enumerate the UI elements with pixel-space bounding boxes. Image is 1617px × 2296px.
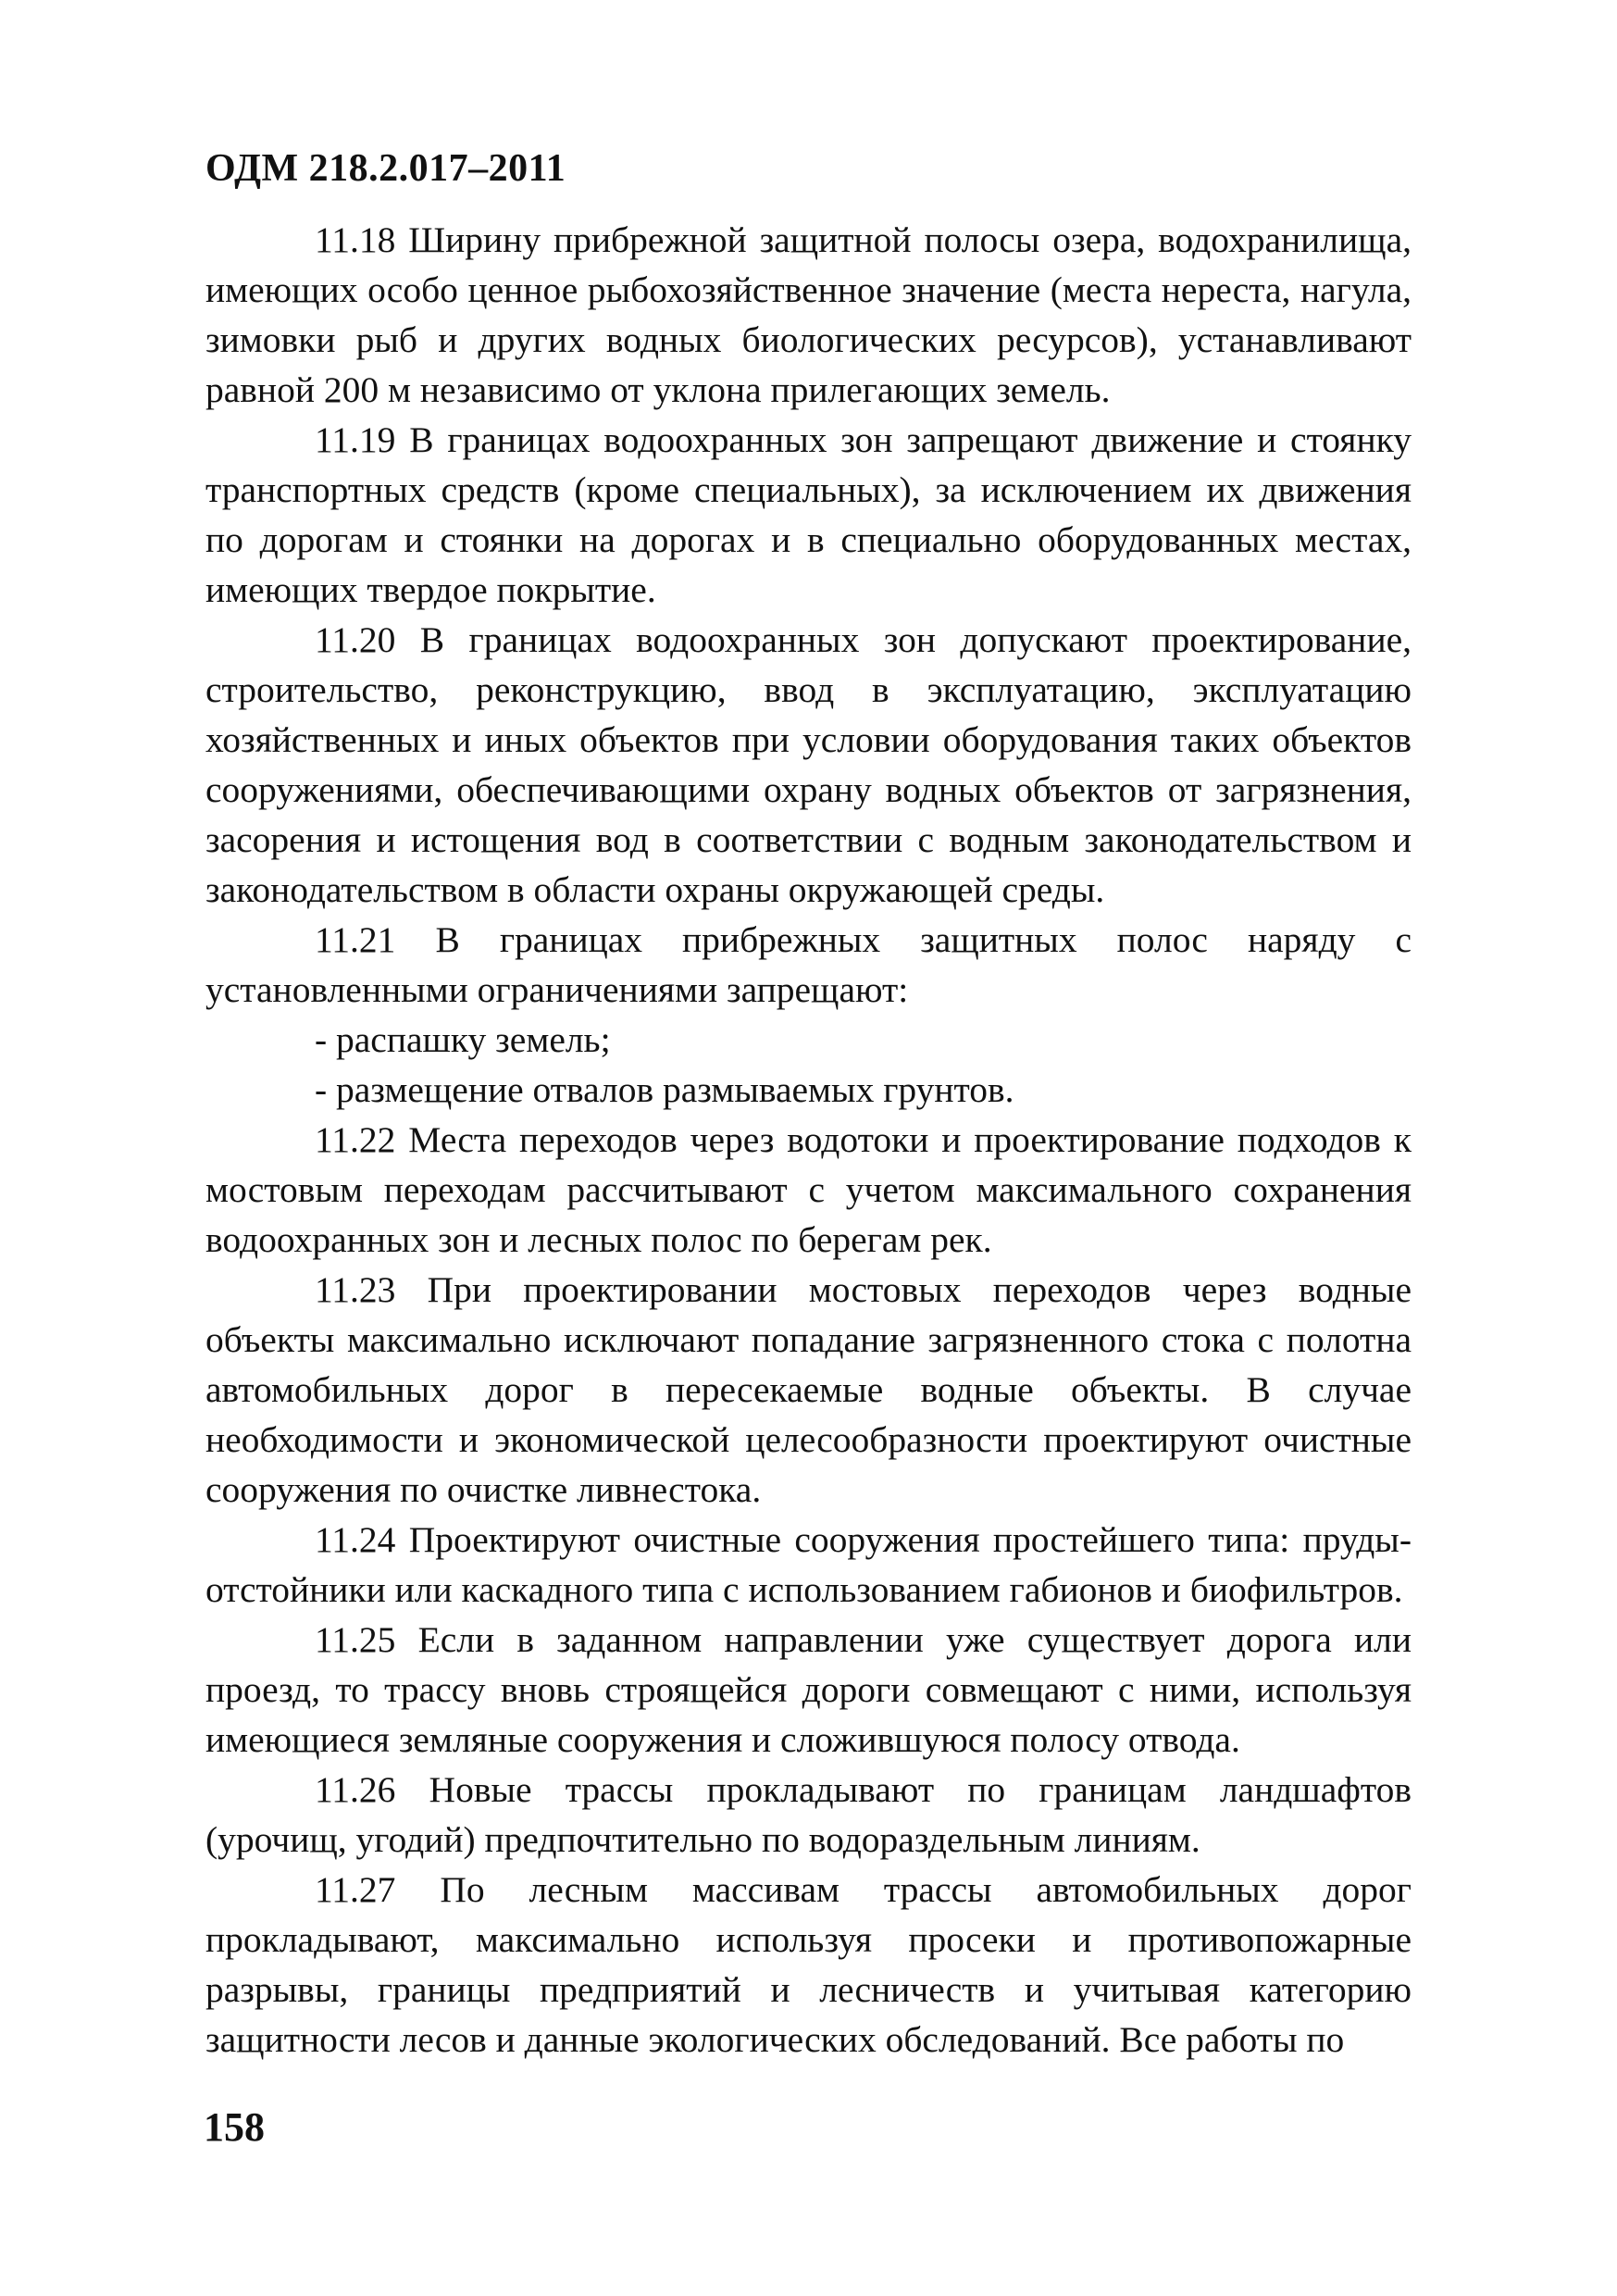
body-text [205, 215, 1412, 2065]
page-number: 158 [204, 2104, 265, 2150]
document-code: ОДМ 218.2.017–2011 [205, 147, 566, 190]
paragraph-11-25: 11.25 Если в заданном направлении уже существует дорога или проезд, то трассу вновь строящейся дороги совмещают с ними, используя имеющиеся земляные сооружения и сложившуюся полосу отвода. [205, 1619, 1412, 1760]
paragraph-11-22: 11.22 Места переходов через водотоки и проектирование подходов к мостовым переходам рассчитывают с учетом максимального сохранения водоохранных зон и лесных полос по берегам рек. [205, 1119, 1412, 1260]
paragraph-11-23: 11.23 При проектировании мостовых переходов через водные объекты максимально исключают попадание загрязненного стока с полотна автомобильных дорог в пересекаемые водные объекты. В случае необходимости и экономической целесообразности проектируют очистные сооружения по очистке ливнестока. [205, 1269, 1412, 1510]
paragraph-11-24: 11.24 Проектируют очистные сооружения простейшего типа: пруды-отстойники или каскадного типа с использованием габионов и биофильтров. [205, 1519, 1412, 1610]
paragraph-11-19: 11.19 В границах водоохранных зон запрещают движение и стоянку транспортных средств (кроме специальных), за исключением их движения по дорогам и стоянки на дорогах и в специально оборудованных местах, имеющих твердое покрытие. [205, 419, 1412, 610]
paragraph-11-20: 11.20 В границах водоохранных зон допускают проектирование, строительство, реконструкцию, ввод в эксплуатацию, эксплуатацию хозяйственных и иных объектов при условии оборудования таких объектов сооружениями, обеспечивающими охрану водных объектов от загрязнения, засорения и истощения вод в соответствии с водным законодательством и законодательством в области охраны окружающей среды. [205, 619, 1412, 910]
list-item: - размещение отвалов размываемых грунтов. [315, 1069, 1014, 1110]
paragraph-11-26: 11.26 Новые трассы прокладывают по границам ландшафтов (урочищ, угодий) предпочтительно по водораздельным линиям. [205, 1769, 1412, 1860]
paragraph-11-18: 11.18 Ширину прибрежной защитной полосы озера, водохранилища, имеющих особо ценное рыбохозяйственное значение (места нереста, нагула, зимовки рыб и других водных биологических ресурсов), устанавливают равной 200 м независимо от уклона прилегающих земель. [205, 219, 1412, 410]
list-item: - распашку земель; [315, 1019, 611, 1060]
paragraph-11-27: 11.27 По лесным массивам трассы автомобильных дорог прокладывают, максимально используя просеки и противопожарные разрывы, границы предприятий и лесничеств и учитывая категорию защитности лесов и данные экологических обследований. Все работы по [205, 1869, 1412, 2060]
paragraph-11-21: 11.21 В границах прибрежных защитных полос наряду с установленными ограничениями запрещают: [205, 919, 1412, 1010]
